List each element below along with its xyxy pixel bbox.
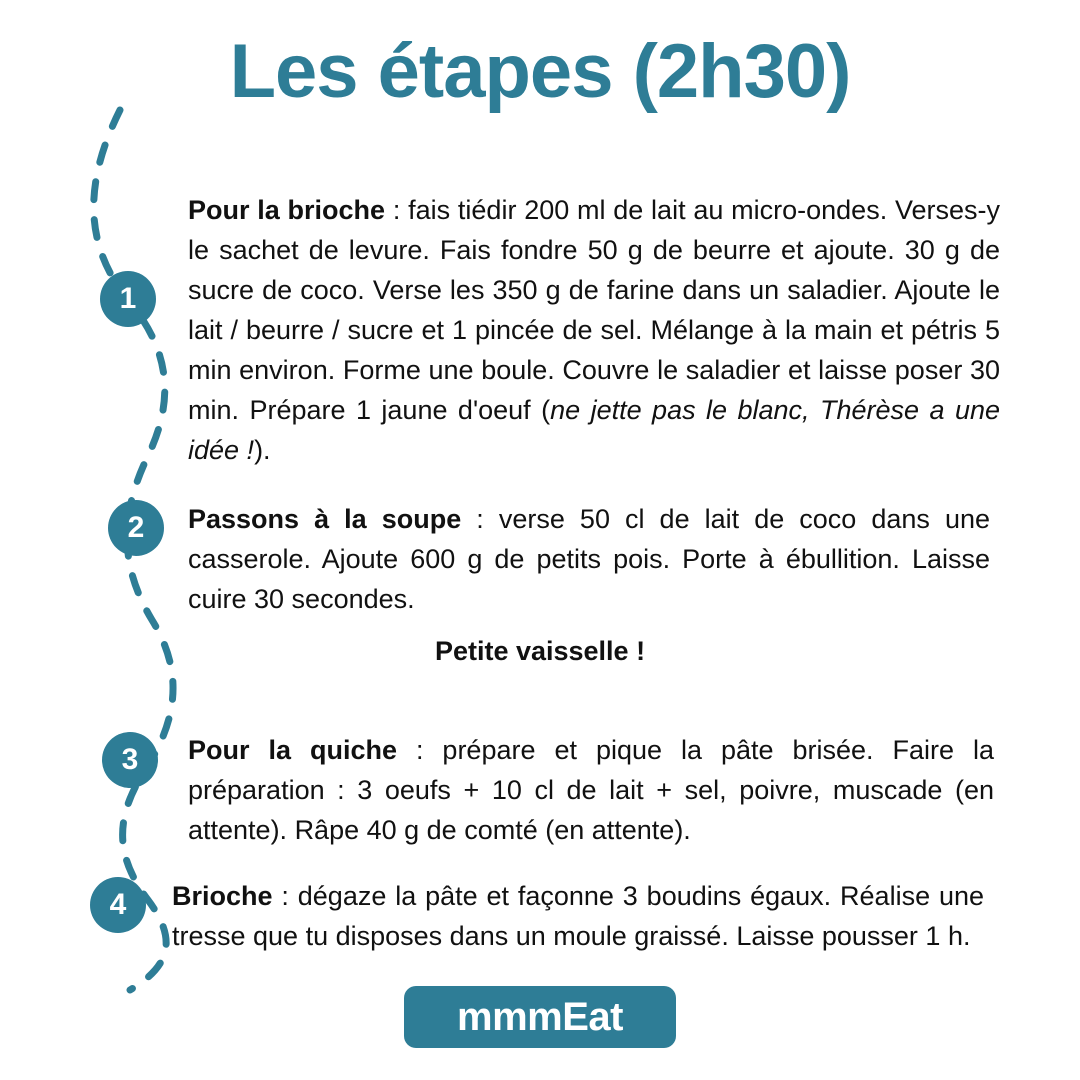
step-number-3: 3 xyxy=(102,732,158,788)
step-paragraph-3 xyxy=(188,730,994,850)
step-2-lead: Passons à la soupe xyxy=(188,504,462,534)
step-2-separator: : xyxy=(461,504,499,534)
step-2-body: verse 50 cl de lait de coco dans une casserole. Ajoute 600 g de petits pois. Porte à ébullition. Laisse cuire 30 secondes. xyxy=(188,504,990,614)
step-paragraph-2 xyxy=(188,499,990,619)
step-4-lead: Brioche xyxy=(172,881,282,911)
step-3-body: prépare et pique la pâte brisée. Faire la préparation : 3 oeufs + 10 cl de lait + sel, poivre, muscade (en attente). Râpe 40 g de comté (en attente). xyxy=(188,735,994,845)
step-1-lead: Pour la brioche xyxy=(188,195,386,225)
step-3-separator: : xyxy=(396,735,443,765)
step-3-lead: Pour la quiche xyxy=(188,735,397,765)
step-4-body: dégaze la pâte et façonne 3 boudins égaux. Réalise une tresse que tu disposes dans un moule graissé. Laisse pousser 1 h. xyxy=(172,881,984,951)
dishwashing-note: Petite vaisselle ! xyxy=(434,636,646,666)
step-1-tail: ). xyxy=(254,435,271,465)
step-number-2: 2 xyxy=(108,500,164,556)
step-paragraph-1 xyxy=(188,190,1000,470)
brand-logo xyxy=(404,986,676,1048)
step-1-italic-note: ne jette pas le blanc, Thérèse a une idée ! xyxy=(188,395,1000,465)
step-number-4: 4 xyxy=(90,877,146,933)
step-1-separator: : xyxy=(385,195,409,225)
step-4-separator: : xyxy=(281,881,298,911)
step-number-1: 1 xyxy=(100,271,156,327)
step-1-body: fais tiédir 200 ml de lait au micro-ondes. Verses-y le sachet de levure. Fais fondre 50 g de beurre et ajoute. 30 g de sucre de coco. Verse les 350 g de farine dans un saladier. Ajoute le lait / beurre / sucre et 1 pincée de sel. Mélange à la main et pétris 5 min environ. Forme une boule. Couvre le saladier et laisse poser 30 min. Prépare 1 jaune d'oeuf ( xyxy=(188,195,1000,425)
step-paragraph-4 xyxy=(172,876,984,956)
brand-logo-text: mmmEat xyxy=(457,995,623,1039)
page-title: Les étapes (2h30) xyxy=(229,29,851,114)
